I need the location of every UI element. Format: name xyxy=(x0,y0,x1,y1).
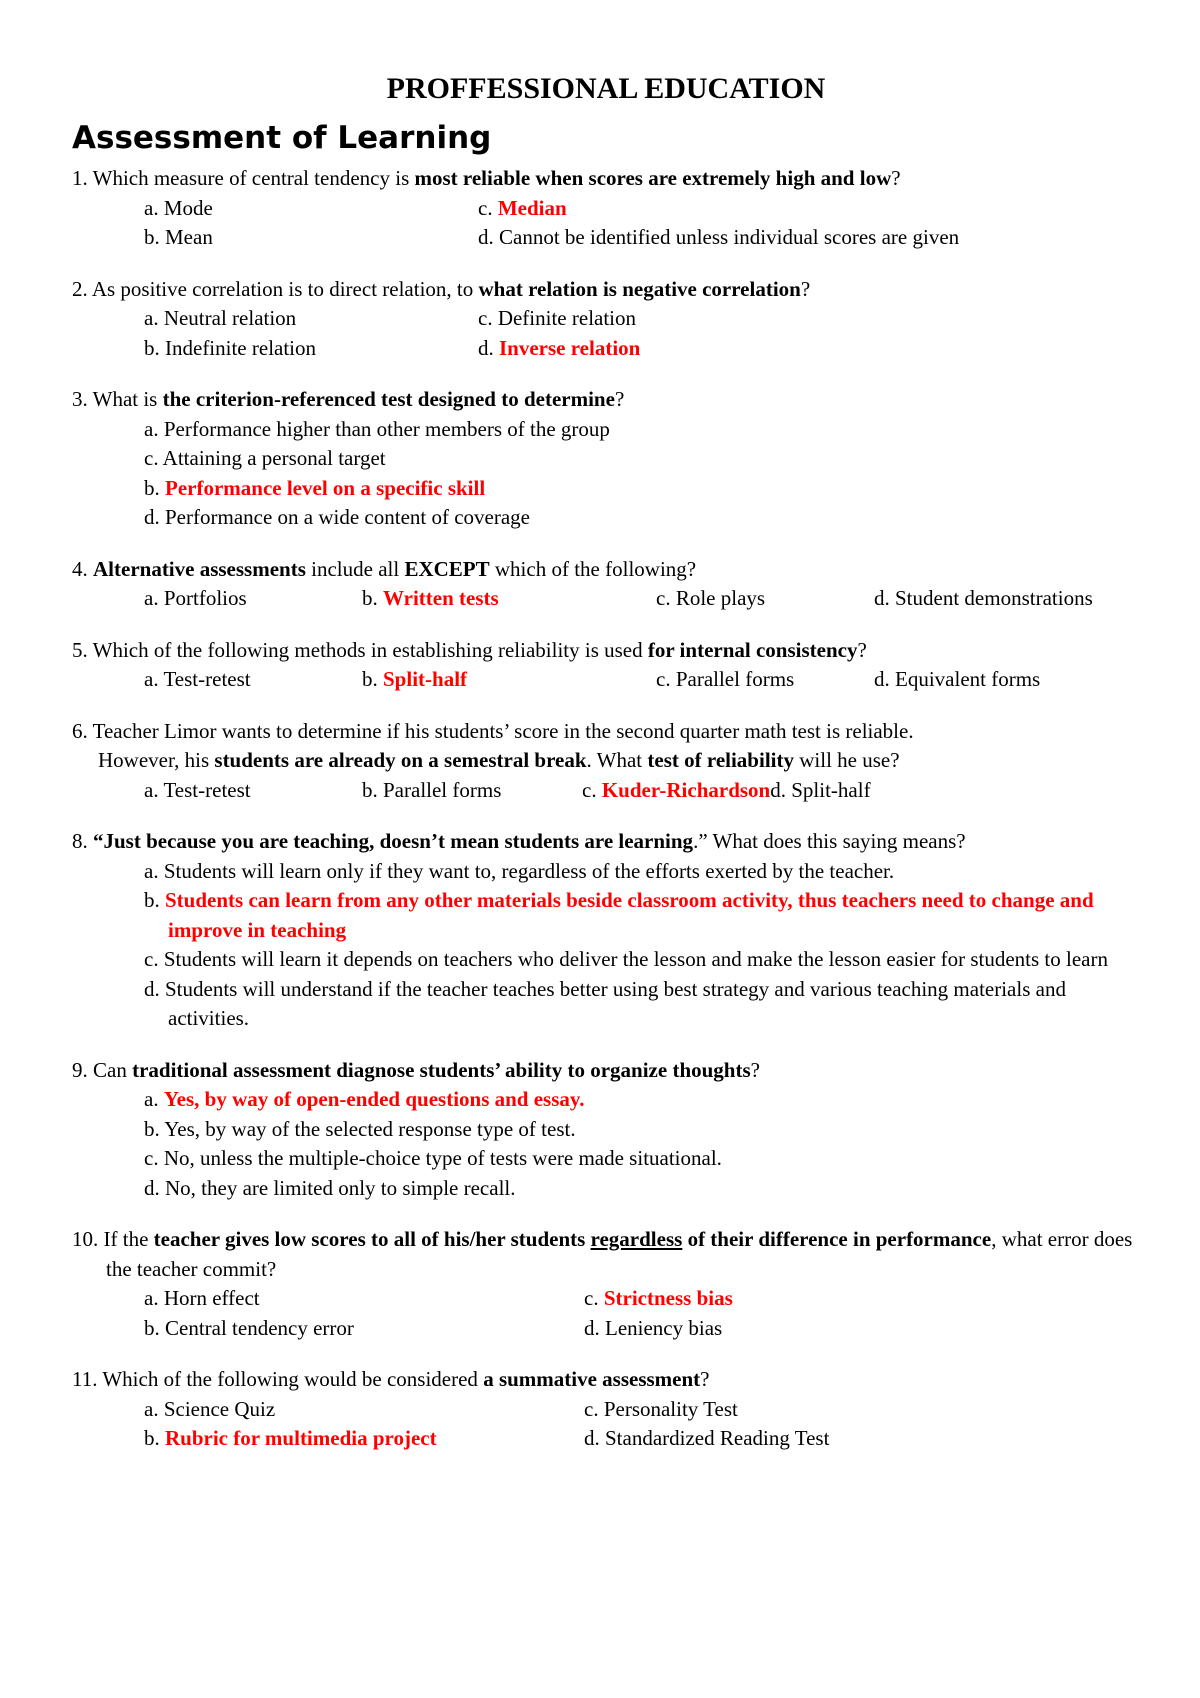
option-row xyxy=(72,223,1140,253)
stem-text: .” What does this saying means? xyxy=(693,829,966,853)
option-d: d. Students will understand if the teacher teaches better using best strategy and various teaching materials and activities. xyxy=(144,976,1066,1030)
stem-emphasis: a summative assessment xyxy=(483,1367,701,1391)
question-number: 11. xyxy=(72,1367,98,1391)
stem-text: Which of the following methods in establishing reliability is used xyxy=(92,637,648,662)
option-a: a. Performance higher than other members of the group xyxy=(144,416,610,441)
question-stem xyxy=(72,636,1140,666)
section-title: Assessment of Learning xyxy=(72,120,492,156)
stem-text: Can xyxy=(93,1057,133,1082)
question-8 xyxy=(72,827,1140,1034)
option-b: b. Written tests xyxy=(362,586,499,610)
question-5 xyxy=(72,636,1140,695)
stem-emphasis: teacher gives low scores to all of his/her students xyxy=(153,1227,591,1251)
option-a: a. Test-retest xyxy=(144,777,251,802)
option-d: d. Split-half xyxy=(770,777,871,802)
option-d: d. Performance on a wide content of coverage xyxy=(144,505,530,529)
question-stem xyxy=(72,827,1140,857)
correct-answer: Inverse relation xyxy=(499,335,641,360)
question-number: 4. xyxy=(72,556,88,581)
option-row xyxy=(72,1284,1140,1314)
stem-text: Which of the following would be considered xyxy=(102,1367,484,1391)
option-b: b. Students can learn from any other materials beside classroom activity, thus teachers need to change and improve in teaching xyxy=(144,888,1094,942)
option-a: a. Portfolios xyxy=(144,586,247,610)
option-d: d. Cannot be identified unless individual scores are given xyxy=(478,225,960,249)
option-a: a. Horn effect xyxy=(144,1286,260,1310)
question-number: 1. xyxy=(72,166,88,190)
stem-text: ? xyxy=(700,1367,710,1391)
option-c: c. Students will learn it depends on teachers who deliver the lesson and make the lesson easier for students to learn xyxy=(144,947,1108,971)
stem-emphasis: for internal consistency xyxy=(647,637,858,662)
stem-text: Which measure of central tendency is xyxy=(92,166,415,190)
question-number: 9. xyxy=(72,1057,88,1082)
option-c: c. Strictness bias xyxy=(584,1286,733,1310)
stem-emphasis: test of reliability xyxy=(647,748,794,772)
correct-answer: Written tests xyxy=(383,586,499,610)
option-b: b. Rubric for multimedia project xyxy=(144,1426,437,1450)
stem-emphasis: what relation is negative correlation xyxy=(478,276,801,301)
question-number: 2. xyxy=(72,276,88,301)
option-d: d. No, they are limited only to simple recall. xyxy=(144,1175,516,1200)
option-row xyxy=(72,1314,1140,1344)
question-number: 8. xyxy=(72,829,88,853)
option-b: b. Mean xyxy=(144,225,213,249)
option-a: a. Neutral relation xyxy=(144,306,297,330)
question-number: 3. xyxy=(72,387,88,411)
question-number: 10. xyxy=(72,1227,99,1251)
option-a: a. Mode xyxy=(144,195,213,220)
question-1 xyxy=(72,164,1140,253)
stem-text: include all xyxy=(305,556,405,581)
option-a: a. Test-retest xyxy=(144,667,251,691)
stem-emphasis: students are already on a semestral break xyxy=(214,748,587,772)
stem-emphasis: most reliable when scores are extremely high and low xyxy=(414,166,892,190)
question-11 xyxy=(72,1365,1140,1454)
question-stem xyxy=(72,555,1140,585)
option-row xyxy=(72,1424,1140,1454)
correct-answer: Strictness bias xyxy=(603,1286,733,1310)
option-b: b. Performance level on a specific skill xyxy=(144,475,486,500)
stem-text: ? xyxy=(857,637,867,662)
option-row xyxy=(72,1395,1140,1425)
option-c: c. Personality Test xyxy=(584,1396,738,1421)
stem-text: ? xyxy=(750,1057,760,1082)
question-stem xyxy=(72,1225,1140,1284)
option-d: d. Student demonstrations xyxy=(874,586,1093,610)
correct-answer: Performance level on a specific skill xyxy=(165,475,486,500)
question-number: 5. xyxy=(72,637,88,662)
stem-emphasis: traditional assessment diagnose students’ ability to organize thoughts xyxy=(132,1057,751,1082)
question-6 xyxy=(72,717,1140,806)
question-stem xyxy=(72,164,1140,194)
option-c: c. Role plays xyxy=(656,586,766,610)
question-10 xyxy=(72,1225,1140,1343)
question-2 xyxy=(72,275,1140,364)
correct-answer: Median xyxy=(497,195,567,220)
option-d: d. Standardized Reading Test xyxy=(584,1426,830,1450)
option-row xyxy=(72,584,1140,614)
option-b: b. Central tendency error xyxy=(144,1315,354,1340)
stem-text: ? xyxy=(800,276,811,301)
stem-emphasis: “Just because you are teaching, doesn’t mean students are learning xyxy=(93,829,694,853)
option-c: c. Kuder-Richardson xyxy=(582,777,771,802)
stem-text: will he use? xyxy=(794,748,900,772)
question-stem xyxy=(72,385,1140,415)
question-stem xyxy=(72,1056,1140,1086)
option-b: b. Yes, by way of the selected response type of test. xyxy=(144,1116,576,1141)
option-b: b. Indefinite relation xyxy=(144,335,317,360)
stem-emphasis: the criterion-referenced test designed to determine xyxy=(162,387,615,411)
stem-text: , what error does the teacher commit? xyxy=(106,1227,1133,1281)
option-d: d. Equivalent forms xyxy=(874,667,1041,691)
option-row xyxy=(72,304,1140,334)
stem-text: Teacher Limor wants to determine if his students’ score in the second quarter math test is reliable. xyxy=(92,718,914,743)
option-c: c. Parallel forms xyxy=(656,667,795,691)
option-a: a. Students will learn only if they want to, regardless of the efforts exerted by the teacher. xyxy=(144,858,895,883)
stem-underlined: regardless xyxy=(590,1227,683,1251)
correct-answer: Students can learn from any other materials beside classroom activity, thus teachers need to change and improve in teaching xyxy=(165,888,1094,942)
stem-text: which of the following? xyxy=(489,556,697,581)
stem-emphasis: of their difference in performance xyxy=(682,1227,992,1251)
option-a: a. Science Quiz xyxy=(144,1396,276,1421)
stem-text: However, his xyxy=(98,748,215,772)
option-c: c. Median xyxy=(478,195,567,220)
option-d: d. Leniency bias xyxy=(584,1315,723,1340)
option-row xyxy=(72,194,1140,224)
stem-emphasis: EXCEPT xyxy=(404,556,490,581)
option-row xyxy=(72,334,1140,364)
stem-text: ? xyxy=(614,387,625,411)
option-c: c. Definite relation xyxy=(478,306,637,330)
stem-text: As positive correlation is to direct relation, to xyxy=(91,276,479,301)
question-number: 6. xyxy=(72,718,88,743)
question-stem xyxy=(72,717,1140,776)
stem-text: . What xyxy=(586,748,648,772)
option-row xyxy=(72,776,1140,806)
question-3 xyxy=(72,385,1140,533)
stem-text: What is xyxy=(92,387,163,411)
option-row xyxy=(72,665,1140,695)
option-d: d. Inverse relation xyxy=(478,335,641,360)
question-stem xyxy=(72,275,1140,305)
question-9 xyxy=(72,1056,1140,1204)
question-stem xyxy=(72,1365,1140,1395)
correct-answer: Kuder-Richardson xyxy=(601,777,771,802)
option-c: c. Attaining a personal target xyxy=(144,446,386,470)
option-c: c. No, unless the multiple-choice type of tests were made situational. xyxy=(144,1146,722,1170)
stem-text: ? xyxy=(891,166,901,190)
stem-emphasis: Alternative assessments xyxy=(93,556,306,581)
stem-text: If the xyxy=(103,1227,154,1251)
correct-answer: Yes, by way of open-ended questions and essay. xyxy=(163,1087,585,1111)
question-4 xyxy=(72,555,1140,614)
correct-answer: Rubric for multimedia project xyxy=(165,1426,437,1450)
option-b: b. Split-half xyxy=(362,667,468,691)
document-title: PROFFESSIONAL EDUCATION xyxy=(386,72,826,105)
option-a: a. Yes, by way of open-ended questions and essay. xyxy=(144,1087,585,1111)
correct-answer: Split-half xyxy=(383,667,468,691)
option-b: b. Parallel forms xyxy=(362,777,502,802)
